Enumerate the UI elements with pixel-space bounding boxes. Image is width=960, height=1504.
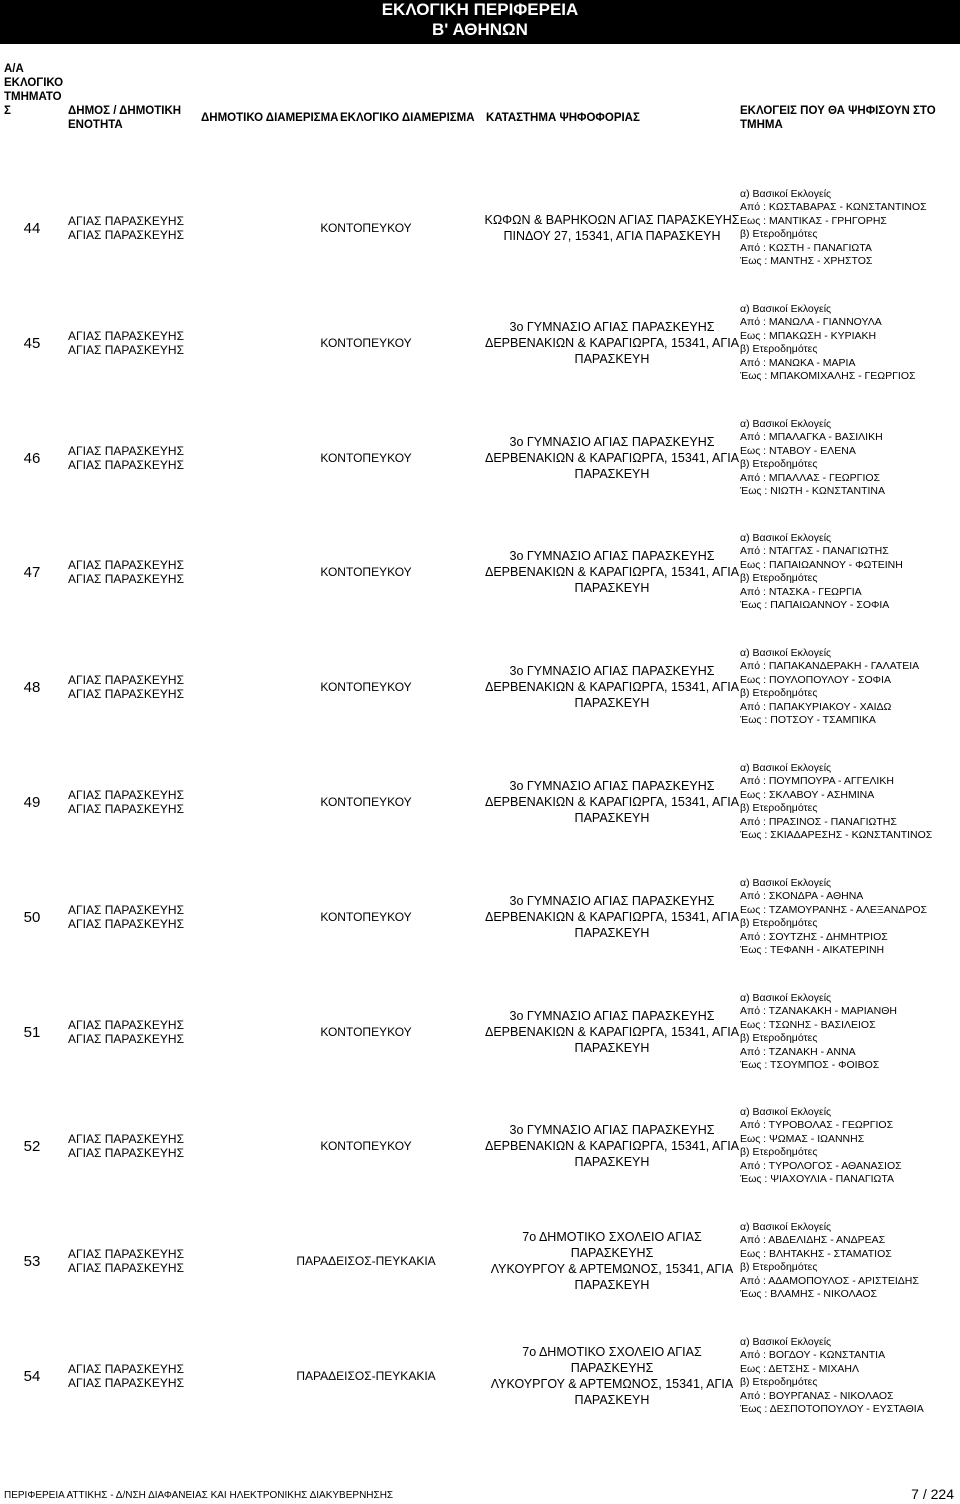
row-department: ΚΟΝΤΟΠΕΥΚΟΥ <box>320 335 412 350</box>
row-voters-line: Από : ΠΑΠΑΚΑΝΔΕΡΑΚΗ - ΓΑΛΑΤΕΙΑ <box>740 660 920 672</box>
row-voters-line: Έως : ΤΕΦΑΝΗ - ΑΙΚΑΤΕΡΙΝΗ <box>740 944 885 956</box>
header-col-municipal-district: ΔΗΜΟΤΙΚΟ ΔΙΑΜΕΡΙΣΜΑ <box>201 112 339 124</box>
row-polling-station <box>478 1089 746 1203</box>
row-voters-line: β) Ετεροδημότες <box>740 687 818 699</box>
row-polling-station <box>478 171 746 285</box>
row-number: 54 <box>23 1367 41 1385</box>
row-municipality <box>68 401 198 515</box>
row-voters-line: Έως : ΔΕΣΠΟΤΟΠΟΥΛΟΥ - ΕΥΣΤΑΘΙΑ <box>740 1403 924 1415</box>
row-municipality-line: ΑΓΙΑΣ ΠΑΡΑΣΚΕΥΗΣ <box>68 1146 185 1160</box>
row-municipality-line: ΑΓΙΑΣ ΠΑΡΑΣΚΕΥΗΣ <box>68 1261 185 1275</box>
row-voters-line: β) Ετεροδημότες <box>740 1146 818 1158</box>
header-col-number-line: ΕΚΛΟΓΙΚΟ <box>4 77 64 89</box>
row-polling-station-line: ΛΥΚΟΥΡΓΟΥ & ΑΡΤΕΜΩΝΟΣ, 15341, ΑΓΙΑ <box>490 1377 734 1391</box>
row-municipality <box>68 975 198 1089</box>
row-voters-line: Από : ΜΑΝΩΚΑ - ΜΑΡΙΑ <box>740 356 856 369</box>
row-voters <box>740 286 958 400</box>
banner-title: ΕΚΛΟΓΙΚΗ ΠΕΡΙΦΕΡΕΙΑ <box>381 0 579 19</box>
row-municipality-line: ΑΓΙΑΣ ΠΑΡΑΣΚΕΥΗΣ <box>68 1376 185 1390</box>
row-municipality <box>68 1319 198 1433</box>
row-department: ΠΑΡΑΔΕΙΣΟΣ-ΠΕΥΚΑΚΙΑ <box>296 1368 436 1383</box>
banner-subtitle: Β' ΑΘΗΝΩΝ <box>432 20 528 39</box>
row-voters <box>740 975 958 1089</box>
table-row <box>0 975 960 1089</box>
row-municipality-line: ΑΓΙΑΣ ΠΑΡΑΣΚΕΥΗΣ <box>68 917 185 931</box>
row-voters-line: α) Βασικοί Εκλογείς <box>740 417 832 430</box>
row-voters-line: Έως : ΜΠΑΚΟΜΙΧΑΛΗΣ - ΓΕΩΡΓΙΟΣ <box>740 370 916 382</box>
row-polling-station-line: ΠΑΡΑΣΚΕΥΗΣ <box>570 1361 654 1375</box>
row-department: ΚΟΝΤΟΠΕΥΚΟΥ <box>320 1024 412 1039</box>
row-municipality-line: ΑΓΙΑΣ ΠΑΡΑΣΚΕΥΗΣ <box>68 343 185 357</box>
row-municipality <box>68 745 198 859</box>
row-voters-line: Εως : ΤΣΩΝΗΣ - ΒΑΣΙΛΕΙΟΣ <box>740 1018 876 1031</box>
row-voters-line: β) Ετεροδημότες <box>740 1376 818 1388</box>
row-voters-line: α) Βασικοί Εκλογείς <box>740 876 832 889</box>
row-voters <box>740 630 958 744</box>
row-department: ΚΟΝΤΟΠΕΥΚΟΥ <box>320 679 412 694</box>
row-voters-line: Από : ΣΟΥΤΖΗΣ - ΔΗΜΗΤΡΙΟΣ <box>740 930 888 943</box>
header-col-municipality-line: ΔΗΜΟΣ / ΔΗΜΟΤΙΚΗ <box>68 105 182 117</box>
row-voters <box>740 1204 958 1318</box>
row-polling-station-line: ΔΕΡΒΕΝΑΚΙΩΝ & ΚΑΡΑΓΙΩΡΓΑ, 15341, ΑΓΙΑ <box>484 1139 740 1153</box>
row-municipality-line: ΑΓΙΑΣ ΠΑΡΑΣΚΕΥΗΣ <box>68 329 185 343</box>
row-voters-line: Από : ΒΟΓΔΟΥ - ΚΩΝΣΤΑΝΤΙΑ <box>740 1349 886 1361</box>
row-polling-station-line: ΔΕΡΒΕΝΑΚΙΩΝ & ΚΑΡΑΓΙΩΡΓΑ, 15341, ΑΓΙΑ <box>484 1025 740 1039</box>
table-row <box>0 860 960 974</box>
row-voters-line: Από : ΚΩΣΤΑΒΑΡΑΣ - ΚΩΝΣΤΑΝΤΙΝΟΣ <box>740 201 927 213</box>
row-voters <box>740 401 958 515</box>
row-voters-line: Εως : ΣΚΛΑΒΟΥ - ΑΣΗΜΙΝΑ <box>740 788 875 801</box>
row-voters-line: α) Βασικοί Εκλογείς <box>740 531 832 544</box>
row-voters-line: β) Ετεροδημότες <box>740 458 818 470</box>
row-voters-line: Από : ΠΡΑΣΙΝΟΣ - ΠΑΝΑΓΙΩΤΗΣ <box>740 815 897 828</box>
row-voters <box>740 860 958 974</box>
row-voters-line: α) Βασικοί Εκλογείς <box>740 761 832 774</box>
page-banner <box>0 0 960 44</box>
row-polling-station <box>478 975 746 1089</box>
row-voters-line: α) Βασικοί Εκλογείς <box>740 1105 832 1118</box>
row-polling-station <box>478 286 746 400</box>
row-voters-line: Από : ΜΑΝΩΛΑ - ΓΙΑΝΝΟΥΛΑ <box>740 316 882 328</box>
row-municipality <box>68 286 198 400</box>
row-municipality <box>68 171 198 285</box>
row-voters-line: Από : ΑΒΔΕΛΙΔΗΣ - ΑΝΔΡΕΑΣ <box>740 1234 886 1246</box>
row-number: 47 <box>23 563 41 581</box>
row-voters-line: Εως : ΨΩΜΑΣ - ΙΩΑΝΝΗΣ <box>740 1132 865 1145</box>
row-voters-line: Εως : ΝΤΑΒΟΥ - ΕΛΕΝΑ <box>740 444 856 457</box>
row-voters-line: α) Βασικοί Εκλογείς <box>740 1220 832 1233</box>
row-polling-station-line: 3ο ΓΥΜΝΑΣΙΟ ΑΓΙΑΣ ΠΑΡΑΣΚΕΥΗΣ <box>509 664 715 678</box>
row-polling-station-line: 3ο ΓΥΜΝΑΣΙΟ ΑΓΙΑΣ ΠΑΡΑΣΚΕΥΗΣ <box>509 320 715 334</box>
row-voters <box>740 171 958 285</box>
row-voters-line: Από : ΠΟΥΜΠΟΥΡΑ - ΑΓΓΕΛΙΚΗ <box>740 775 894 787</box>
header-col-municipality-line: ΕΝΟΤΗΤΑ <box>68 119 123 131</box>
table-row <box>0 1089 960 1203</box>
row-municipality-line: ΑΓΙΑΣ ΠΑΡΑΣΚΕΥΗΣ <box>68 458 185 472</box>
row-municipality-line: ΑΓΙΑΣ ΠΑΡΑΣΚΕΥΗΣ <box>68 572 185 586</box>
row-voters-line: Από : ΤΥΡΟΒΟΛΑΣ - ΓΕΩΡΓΙΟΣ <box>740 1119 894 1131</box>
row-voters-line: Εως : ΔΕΤΣΗΣ - ΜΙΧΑΗΛ <box>740 1362 860 1375</box>
footer-organization: ΠΕΡΙΦΕΡΕΙΑ ΑΤΤΙΚΗΣ - Δ/ΝΣΗ ΔΙΑΦΑΝΕΙΑΣ ΚΑΙ ΗΛΕΚΤΡΟΝΙΚΗΣ ΔΙΑΚΥΒΕΡΝΗΣΗΣ <box>4 1490 394 1501</box>
row-voters-line: Από : ΒΟΥΡΓΑΝΑΣ - ΝΙΚΟΛΑΟΣ <box>740 1389 894 1402</box>
header-col-voters-line: ΕΚΛΟΓΕΙΣ ΠΟΥ ΘΑ ΨΗΦΙΣΟΥΝ ΣΤΟ <box>740 105 936 117</box>
row-polling-station <box>478 860 746 974</box>
row-voters-line: β) Ετεροδημότες <box>740 572 818 584</box>
row-municipality-line: ΑΓΙΑΣ ΠΑΡΑΣΚΕΥΗΣ <box>68 673 185 687</box>
row-polling-station-line: ΛΥΚΟΥΡΓΟΥ & ΑΡΤΕΜΩΝΟΣ, 15341, ΑΓΙΑ <box>490 1262 734 1276</box>
row-voters <box>740 745 958 859</box>
row-voters-line: Από : ΝΤΑΣΚΑ - ΓΕΩΡΓΙΑ <box>740 585 862 598</box>
row-department: ΠΑΡΑΔΕΙΣΟΣ-ΠΕΥΚΑΚΙΑ <box>296 1253 436 1268</box>
row-voters-line: Έως : ΜΑΝΤΗΣ - ΧΡΗΣΤΟΣ <box>740 255 873 267</box>
header-col-voters-line: ΤΜΗΜΑ <box>740 119 783 131</box>
row-polling-station-line: ΠΑΡΑΣΚΕΥΗ <box>574 1041 650 1055</box>
row-voters-line: β) Ετεροδημότες <box>740 802 818 814</box>
row-polling-station-line: ΠΑΡΑΣΚΕΥΗ <box>574 811 650 825</box>
header-col-number-line: ΤΜΗΜΑΤΟ <box>4 91 62 103</box>
row-polling-station-line: ΠΑΡΑΣΚΕΥΗ <box>574 467 650 481</box>
row-voters-line: Εως : ΜΑΝΤΙΚΑΣ - ΓΡΗΓΟΡΗΣ <box>740 214 887 227</box>
row-polling-station-line: 3ο ΓΥΜΝΑΣΙΟ ΑΓΙΑΣ ΠΑΡΑΣΚΕΥΗΣ <box>509 435 715 449</box>
row-voters-line: Έως : ΨΙΑΧΟΥΛΙΑ - ΠΑΝΑΓΙΩΤΑ <box>740 1173 895 1185</box>
row-voters-line: β) Ετεροδημότες <box>740 228 818 240</box>
row-voters-line: α) Βασικοί Εκλογείς <box>740 991 832 1004</box>
row-department: ΚΟΝΤΟΠΕΥΚΟΥ <box>320 909 412 924</box>
row-number: 46 <box>23 449 41 467</box>
table-row <box>0 1204 960 1318</box>
row-voters-line: β) Ετεροδημότες <box>740 917 818 929</box>
row-voters-line: β) Ετεροδημότες <box>740 343 818 355</box>
row-department: ΚΟΝΤΟΠΕΥΚΟΥ <box>320 564 412 579</box>
row-polling-station-line: 7ο ΔΗΜΟΤΙΚΟ ΣΧΟΛΕΙΟ ΑΓΙΑΣ <box>522 1230 702 1244</box>
row-number: 44 <box>23 219 41 237</box>
row-municipality <box>68 515 198 629</box>
row-municipality-line: ΑΓΙΑΣ ΠΑΡΑΣΚΕΥΗΣ <box>68 1247 185 1261</box>
row-voters-line: Από : ΜΠΑΛΑΓΚΑ - ΒΑΣΙΛΙΚΗ <box>740 431 883 443</box>
row-voters-line: Από : ΚΩΣΤΗ - ΠΑΝΑΓΙΩΤΑ <box>740 241 872 254</box>
row-department: ΚΟΝΤΟΠΕΥΚΟΥ <box>320 450 412 465</box>
row-voters-line: Από : ΤΥΡΟΛΟΓΟΣ - ΑΘΑΝΑΣΙΟΣ <box>740 1159 902 1172</box>
row-polling-station-line: 3ο ΓΥΜΝΑΣΙΟ ΑΓΙΑΣ ΠΑΡΑΣΚΕΥΗΣ <box>509 894 715 908</box>
row-municipality-line: ΑΓΙΑΣ ΠΑΡΑΣΚΕΥΗΣ <box>68 228 185 242</box>
row-number: 52 <box>23 1137 41 1155</box>
header-col-number-line: Σ <box>4 105 11 117</box>
row-polling-station <box>478 515 746 629</box>
header-col-electoral-district: ΕΚΛΟΓΙΚΟ ΔΙΑΜΕΡΙΣΜΑ <box>340 112 475 124</box>
row-voters-line: Εως : ΒΛΗΤΑΚΗΣ - ΣΤΑΜΑΤΙΟΣ <box>740 1247 892 1260</box>
row-voters-line: Έως : ΤΣΟΥΜΠΟΣ - ΦΟΙΒΟΣ <box>740 1059 880 1071</box>
row-municipality-line: ΑΓΙΑΣ ΠΑΡΑΣΚΕΥΗΣ <box>68 558 185 572</box>
header-col-number <box>4 62 63 118</box>
row-municipality-line: ΑΓΙΑΣ ΠΑΡΑΣΚΕΥΗΣ <box>68 1018 185 1032</box>
row-voters-line: Εως : ΤΖΑΜΟΥΡΑΝΗΣ - ΑΛΕΞΑΝΔΡΟΣ <box>740 903 927 916</box>
row-voters-line: Εως : ΜΠΑΚΩΣΗ - ΚΥΡΙΑΚΗ <box>740 329 877 342</box>
row-municipality-line: ΑΓΙΑΣ ΠΑΡΑΣΚΕΥΗΣ <box>68 214 185 228</box>
table-row <box>0 1319 960 1433</box>
row-polling-station-line: ΚΩΦΩΝ & ΒΑΡΗΚΟΩΝ ΑΓΙΑΣ ΠΑΡΑΣΚΕΥΗΣ <box>484 213 740 227</box>
row-voters <box>740 515 958 629</box>
row-polling-station-line: 7ο ΔΗΜΟΤΙΚΟ ΣΧΟΛΕΙΟ ΑΓΙΑΣ <box>522 1345 702 1359</box>
row-municipality-line: ΑΓΙΑΣ ΠΑΡΑΣΚΕΥΗΣ <box>68 1362 185 1376</box>
row-voters-line: Εως : ΠΟΥΛΟΠΟΥΛΟΥ - ΣΟΦΙΑ <box>740 673 891 686</box>
row-voters-line: β) Ετεροδημότες <box>740 1261 818 1273</box>
row-polling-station-line: 3ο ΓΥΜΝΑΣΙΟ ΑΓΙΑΣ ΠΑΡΑΣΚΕΥΗΣ <box>509 1123 715 1137</box>
row-polling-station-line: ΠΑΡΑΣΚΕΥΗ <box>574 581 650 595</box>
row-voters-line: Από : ΠΑΠΑΚΥΡΙΑΚΟΥ - ΧΑΙΔΩ <box>740 700 892 713</box>
row-number: 45 <box>23 334 41 352</box>
row-department: ΚΟΝΤΟΠΕΥΚΟΥ <box>320 1138 412 1153</box>
row-municipality-line: ΑΓΙΑΣ ΠΑΡΑΣΚΕΥΗΣ <box>68 1132 185 1146</box>
row-polling-station-line: ΔΕΡΒΕΝΑΚΙΩΝ & ΚΑΡΑΓΙΩΡΓΑ, 15341, ΑΓΙΑ <box>484 565 740 579</box>
row-voters-line: Από : ΝΤΑΓΓΑΣ - ΠΑΝΑΓΙΩΤΗΣ <box>740 545 889 557</box>
row-voters-line: Έως : ΝΙΩΤΗ - ΚΩΝΣΤΑΝΤΙΝΑ <box>740 485 885 497</box>
row-voters-line: α) Βασικοί Εκλογείς <box>740 646 832 659</box>
row-municipality-line: ΑΓΙΑΣ ΠΑΡΑΣΚΕΥΗΣ <box>68 788 185 802</box>
row-number: 48 <box>23 678 41 696</box>
row-voters-line: Από : ΤΖΑΝΑΚΗ - ΑΝΝΑ <box>740 1045 856 1058</box>
row-polling-station <box>478 630 746 744</box>
row-department: ΚΟΝΤΟΠΕΥΚΟΥ <box>320 220 412 235</box>
row-polling-station-line: ΠΑΡΑΣΚΕΥΗ <box>574 926 650 940</box>
row-municipality <box>68 630 198 744</box>
row-voters-line: Έως : ΠΟΤΣΟΥ - ΤΣΑΜΠΙΚΑ <box>740 714 876 726</box>
row-polling-station-line: ΔΕΡΒΕΝΑΚΙΩΝ & ΚΑΡΑΓΙΩΡΓΑ, 15341, ΑΓΙΑ <box>484 336 740 350</box>
header-col-number-line: Α/Α <box>4 63 24 75</box>
row-number: 50 <box>23 908 41 926</box>
table-row <box>0 286 960 400</box>
row-polling-station-line: ΠΑΡΑΣΚΕΥΗ <box>574 1155 650 1169</box>
row-voters-line: Εως : ΠΑΠΑΙΩΑΝΝΟΥ - ΦΩΤΕΙΝΗ <box>740 558 903 571</box>
header-col-voters <box>740 104 936 132</box>
row-number: 53 <box>23 1252 41 1270</box>
row-municipality <box>68 860 198 974</box>
row-voters-line: Από : ΣΚΟΝΔΡΑ - ΑΘΗΝΑ <box>740 890 864 902</box>
row-department: ΚΟΝΤΟΠΕΥΚΟΥ <box>320 794 412 809</box>
row-polling-station-line: ΔΕΡΒΕΝΑΚΙΩΝ & ΚΑΡΑΓΙΩΡΓΑ, 15341, ΑΓΙΑ <box>484 451 740 465</box>
row-polling-station-line: ΠΑΡΑΣΚΕΥΗ <box>574 1393 650 1407</box>
row-polling-station-line: ΠΑΡΑΣΚΕΥΗ <box>574 1278 650 1292</box>
table-row <box>0 745 960 859</box>
page-number: 7 / 224 <box>911 1486 954 1502</box>
row-municipality-line: ΑΓΙΑΣ ΠΑΡΑΣΚΕΥΗΣ <box>68 903 185 917</box>
row-voters-line: β) Ετεροδημότες <box>740 1032 818 1044</box>
row-polling-station <box>478 401 746 515</box>
row-voters-line: α) Βασικοί Εκλογείς <box>740 1335 832 1348</box>
row-voters-line: Έως : ΒΛΑΜΗΣ - ΝΙΚΟΛΑΟΣ <box>740 1288 878 1300</box>
row-municipality-line: ΑΓΙΑΣ ΠΑΡΑΣΚΕΥΗΣ <box>68 1032 185 1046</box>
row-voters-line: α) Βασικοί Εκλογείς <box>740 187 832 200</box>
header-col-municipality <box>68 104 181 132</box>
row-polling-station <box>478 1204 746 1318</box>
row-voters-line: Έως : ΠΑΠΑΙΩΑΝΝΟΥ - ΣΟΦΙΑ <box>740 599 890 611</box>
row-polling-station-line: 3ο ΓΥΜΝΑΣΙΟ ΑΓΙΑΣ ΠΑΡΑΣΚΕΥΗΣ <box>509 549 715 563</box>
row-municipality <box>68 1089 198 1203</box>
table-row <box>0 515 960 629</box>
row-municipality-line: ΑΓΙΑΣ ΠΑΡΑΣΚΕΥΗΣ <box>68 802 185 816</box>
row-voters-line: α) Βασικοί Εκλογείς <box>740 302 832 315</box>
row-voters-line: Έως : ΣΚΙΑΔΑΡΕΣΗΣ - ΚΩΝΣΤΑΝΤΙΝΟΣ <box>740 829 933 841</box>
row-voters <box>740 1089 958 1203</box>
row-polling-station-line: ΔΕΡΒΕΝΑΚΙΩΝ & ΚΑΡΑΓΙΩΡΓΑ, 15341, ΑΓΙΑ <box>484 795 740 809</box>
row-number: 51 <box>23 1023 41 1041</box>
row-polling-station-line: ΔΕΡΒΕΝΑΚΙΩΝ & ΚΑΡΑΓΙΩΡΓΑ, 15341, ΑΓΙΑ <box>484 680 740 694</box>
row-polling-station-line: 3ο ΓΥΜΝΑΣΙΟ ΑΓΙΑΣ ΠΑΡΑΣΚΕΥΗΣ <box>509 1009 715 1023</box>
header-col-polling-station: ΚΑΤΑΣΤΗΜΑ ΨΗΦΟΦΟΡΙΑΣ <box>486 112 640 124</box>
table-row <box>0 171 960 285</box>
row-number: 49 <box>23 793 41 811</box>
row-voters-line: Από : ΜΠΑΛΛΑΣ - ΓΕΩΡΓΙΟΣ <box>740 471 881 484</box>
row-voters-line: Από : ΤΖΑΝΑΚΑΚΗ - ΜΑΡΙΑΝΘΗ <box>740 1005 897 1017</box>
row-municipality-line: ΑΓΙΑΣ ΠΑΡΑΣΚΕΥΗΣ <box>68 687 185 701</box>
table-row <box>0 630 960 744</box>
row-municipality <box>68 1204 198 1318</box>
row-polling-station-line: ΔΕΡΒΕΝΑΚΙΩΝ & ΚΑΡΑΓΙΩΡΓΑ, 15341, ΑΓΙΑ <box>484 910 740 924</box>
row-polling-station-line: ΠΑΡΑΣΚΕΥΗΣ <box>570 1246 654 1260</box>
row-polling-station-line: 3ο ΓΥΜΝΑΣΙΟ ΑΓΙΑΣ ΠΑΡΑΣΚΕΥΗΣ <box>509 779 715 793</box>
row-voters-line: Από : ΑΔΑΜΟΠΟΥΛΟΣ - ΑΡΙΣΤΕΙΔΗΣ <box>740 1274 919 1287</box>
table-row <box>0 401 960 515</box>
row-polling-station-line: ΠΑΡΑΣΚΕΥΗ <box>574 352 650 366</box>
row-voters <box>740 1319 958 1433</box>
row-polling-station <box>478 745 746 859</box>
row-polling-station <box>478 1319 746 1433</box>
row-polling-station-line: ΠΑΡΑΣΚΕΥΗ <box>574 696 650 710</box>
row-polling-station-line: ΠΙΝΔΟΥ 27, 15341, ΑΓΙΑ ΠΑΡΑΣΚΕΥΗ <box>503 229 721 243</box>
row-municipality-line: ΑΓΙΑΣ ΠΑΡΑΣΚΕΥΗΣ <box>68 444 185 458</box>
